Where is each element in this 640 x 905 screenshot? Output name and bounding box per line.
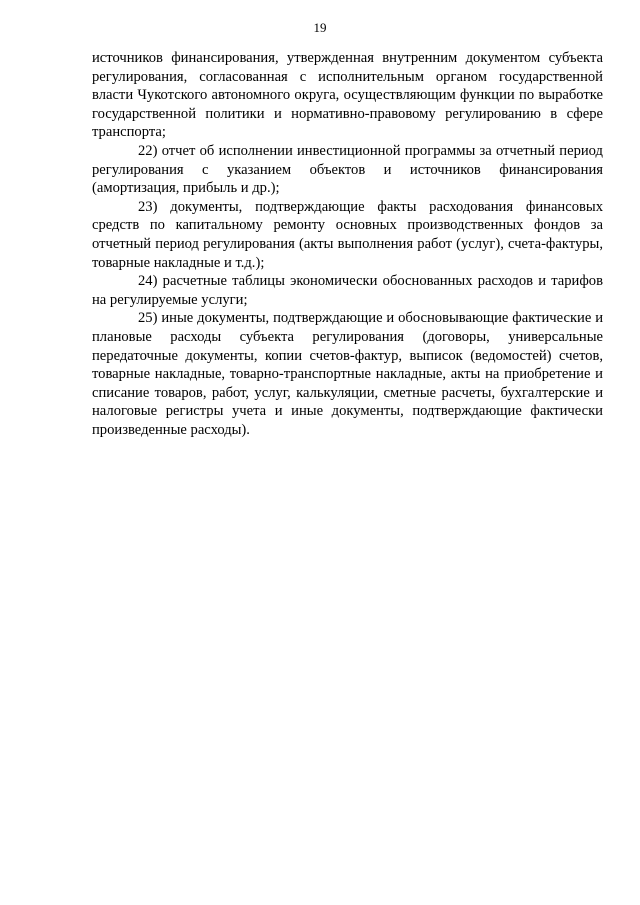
- list-item-text: иные документы, подтверждающие и обосновывающие фактические и плановые расходы субъекта регулирования (договоры, универсальные передаточные документы, копии счетов-фактур, выписок (ведомостей) счетов, товарные накладные, товарно-транспортные накладные, акты на приобретение и списание товаров, работ, услуг, калькуляции, сметные расчеты, бухгалтерские и налоговые регистры учета и иные документы, подтверждающие фактически произведенные расходы).: [92, 310, 604, 438]
- list-item-number: 23): [138, 198, 158, 215]
- document-body: [92, 49, 603, 439]
- list-item-text: документы, подтверждающие факты расходования финансовых средств по капитальному ремонту основных производственных фондов за отчетный период регулирования (акты выполнения работ (услуг), счета-фактуры, товарные накладные и т.д.);: [92, 198, 603, 271]
- list-item-24: [92, 272, 603, 309]
- list-item-22: [92, 142, 603, 198]
- list-item-number: 25): [138, 310, 158, 327]
- paragraph-continuation: источников финансирования, утвержденная внутренним документом субъекта регулирования, согласованная с исполнительным органом государственной власти Чукотского автономного округа, осуществляющим функции по выработке государственной политики и нормативно-правовому регулированию в сфере транспорта;: [92, 50, 603, 141]
- list-item-25: [92, 309, 603, 439]
- list-item-number: 24): [138, 273, 158, 290]
- list-item-23: [92, 198, 603, 272]
- page-number: 19: [313, 20, 327, 35]
- list-item-text: расчетные таблицы экономически обоснованных расходов и тарифов на регулируемые услуги;: [92, 273, 603, 308]
- list-item-number: 22): [138, 142, 158, 159]
- list-item-text: отчет об исполнении инвестиционной программы за отчетный период регулирования с указанием объектов и источников финансирования (амортизация, прибыль и др.);: [92, 142, 603, 197]
